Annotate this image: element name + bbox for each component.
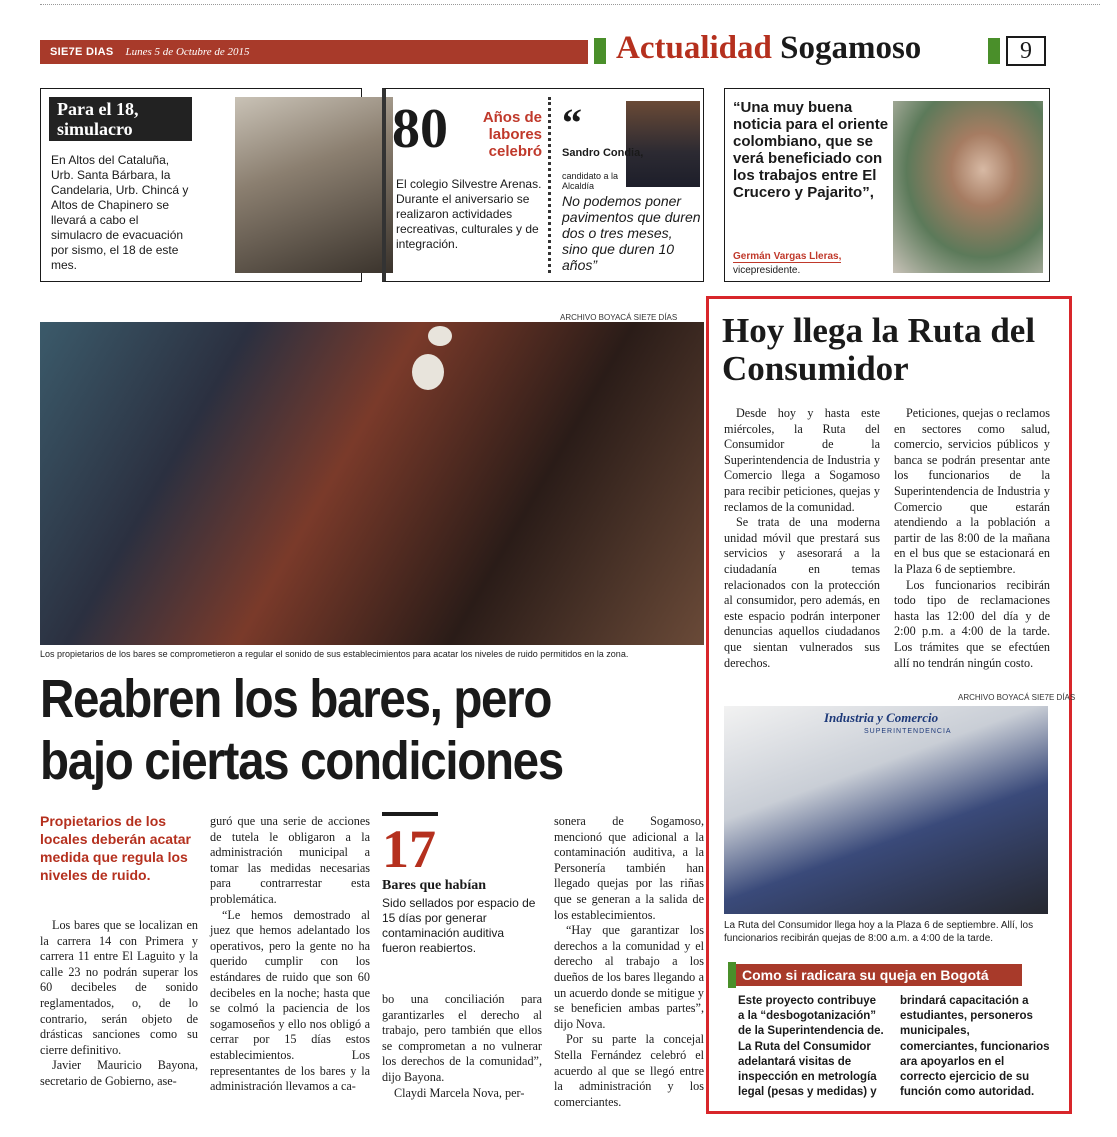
side-photo-credit: ARCHIVO BOYACÁ SIE7E DÍAS xyxy=(958,693,1076,702)
photo-sign-sub: SUPERINTENDENCIA xyxy=(864,728,952,735)
sidebar-col-2: brindará capacitación a estudiantes, personeros municipales, comerciantes, funcionarios ara apoyarlos en el correcto ejercicio de su función como autoridad. xyxy=(900,995,1050,1099)
quote-icon: “ xyxy=(562,100,582,145)
consumidor-photo xyxy=(724,706,1048,914)
vargas-quote: “Una muy buena noticia para el oriente colombiano, que se verá beneficiado con los trabajos entre El Crucero y Pajarito”, xyxy=(733,99,889,201)
issue-date: Lunes 5 de Octubre de 2015 xyxy=(125,46,250,58)
simulacro-text: En Altos del Cataluña, Urb. Santa Bárbara, la Candelaria, Urb. Chincá y Altos de Chapinero se llevará a cabo el simulacro de evacuación por sismo, el 18 de este mes. xyxy=(51,153,189,272)
box17-number: 17 xyxy=(382,819,436,879)
paragraph: bo una conciliación para garantizarles el derecho al trabajo, pero también que ellos se comprometan a no vulnerar los derechos de la comunidad”, dijo Bayona. xyxy=(382,992,542,1084)
main-lead: Propietarios de los locales deberán acatar medida que regula los niveles de ruido. xyxy=(40,813,191,883)
quote-author-role: candidato a la Alcaldía xyxy=(562,171,619,191)
simulacro-photo xyxy=(235,97,393,273)
simulacro-box xyxy=(40,88,362,282)
photo-credit: ARCHIVO BOYACÁ SIE7E DÍAS xyxy=(560,313,678,322)
paragraph: Claydi Marcela Nova, per- xyxy=(394,1085,525,1100)
publication-name: SIE7E DIAS xyxy=(50,46,114,58)
page-number: 9 xyxy=(1006,36,1046,66)
simulacro-title: Para el 18, simulacro xyxy=(49,97,192,141)
box17-title: Bares que habían xyxy=(382,878,486,893)
page-marker xyxy=(988,38,1000,64)
sidebar-title: Como si radicara su queja en Bogotá xyxy=(730,964,1022,986)
side-col-2 xyxy=(894,406,1050,671)
main-col-2 xyxy=(210,814,370,1095)
photo-sign: Industria y Comercio xyxy=(824,710,939,725)
bar-photo-caption: Los propietarios de los bares se comprometieron a regular el sonido de sus establecimientos para acatar los niveles de ruido permitidos en la zona. xyxy=(40,649,629,659)
dotted-divider xyxy=(548,97,551,273)
aniversario-text: El colegio Silvestre Arenas. Durante el aniversario se realizaron actividades recreativas, culturales y de integración. xyxy=(396,177,542,251)
section-marker xyxy=(594,38,606,64)
quote-author: Sandro Condia, xyxy=(562,147,644,159)
paragraph: Desde hoy y hasta este miércoles, la Ruta del Consumidor de la Superintendencia de Industria y Comercio llega a Sogamoso para recibir peticiones, quejas y reclamos de la comunidad. xyxy=(724,406,880,514)
paragraph: guró que una serie de acciones de tutela le obligaron a la administración municipal a tomar las medidas necesarias para contrarrestar esta problemática. xyxy=(210,814,370,906)
header-bar xyxy=(40,40,588,64)
condia-photo xyxy=(626,101,700,187)
main-headline: Reabren los bares, pero bajo ciertas condiciones xyxy=(40,669,563,791)
paragraph: Los bares que se localizan en la carrera 14 con Primera y carrera 11 entre El Laguito y la calle 23 no podrán superar los 60 decibeles de sonido reglamentados, o, de lo contrario, serán objeto de drásticas sanciones como su cierre definitivo. xyxy=(40,918,198,1057)
years-number: 80 xyxy=(392,98,448,160)
section-title: Actualidad Sogamoso xyxy=(616,30,922,66)
box17-text: Sido sellados por espacio de 15 días por generar contaminación auditiva fueron reabiertos. xyxy=(382,896,536,955)
vargas-role: vicepresidente. xyxy=(733,265,801,276)
aniversario-box xyxy=(382,88,704,282)
main-col-3 xyxy=(382,992,542,1101)
paragraph: Los funcionarios recibirán todo tipo de reclamaciones hasta las 12:00 del día y de 2:00 p.m. a 4:00 de la tarde. Los trámites que se efectúen allí no tendrán ningún costo. xyxy=(894,577,1050,670)
side-col-1 xyxy=(724,406,880,671)
years-subtitle: Años de labores celebró xyxy=(482,109,542,160)
balloon-icon xyxy=(428,326,452,346)
vargas-photo xyxy=(893,101,1043,273)
paragraph: Peticiones, quejas o reclamos en sectores como salud, comercio, servicios públicos y banca se podrán presentar ante los funcionarios de la Superintendencia de Industria y Comercio que estarán atendiendo a la población a partir de las 8:00 de la mañana en el bus que se estacionará en la Plaza 6 de septiembre. xyxy=(894,406,1050,576)
paragraph: sonera de Sogamoso, mencionó que adicional a la contaminación auditiva, a la Personería también han llegado quejas por las riñas que se generan a la salida de los establecimientos. xyxy=(554,814,704,922)
sidebar-col-1: Este proyecto contribuye a la “desbogotanización” de la Superintendencia de. La Ruta del Consumidor adelantará visitas de inspección en metrología legal (pesas y medidas) y xyxy=(738,995,884,1099)
sidebar-marker xyxy=(728,962,736,988)
consumidor-caption: La Ruta del Consumidor llega hoy a la Plaza 6 de septiembre. Allí, los funcionarios recibirán quejas de 8:00 a.m. a 4:00 de la tarde. xyxy=(724,920,1034,944)
box17-rule xyxy=(382,812,438,816)
vargas-box xyxy=(724,88,1050,282)
paragraph: “Hay que garantizar los derechos a la comunidad y el derecho al trabajo a los dueños de los bares llegando a un acuerdo donde se mitigue y se beneficien ambas partes”, dijo Nova. xyxy=(554,923,704,1031)
paragraph: “Le hemos demostrado al juez que hemos adelantado los operativos, pero la gente no ha querido cumplir con los estándares de ruido que son 60 decibeles en la noche; hasta que se colmó la paciencia de los sogamoseños y ello nos obligó a cerrar por 15 días estos establecimientos. Los representantes de los bares y la administración llevamos a ca- xyxy=(210,907,370,1094)
vargas-name: Germán Vargas Lleras, xyxy=(733,251,842,262)
condia-quote: No podemos poner pavimentos que duren dos o tres meses, sino que duren 10 años” xyxy=(562,193,701,273)
paragraph: Se trata de una moderna unidad móvil que prestará sus servicios y asesorará a la ciudadanía en temas relacionados con la protección al consumidor, pero además, en este espacio podrán interponer denuncias aquellos ciudadanos que sientan vulnerados sus derechos. xyxy=(724,515,880,670)
bar-photo xyxy=(40,322,704,645)
main-col-4 xyxy=(554,814,704,1110)
main-col-1 xyxy=(40,918,198,1090)
balloon-icon xyxy=(412,354,444,390)
side-headline: Hoy llega la Ruta del Consumidor xyxy=(722,311,1036,388)
paragraph: Por su parte la concejal Stella Fernández celebró el acuerdo al que se llegó entre la administración y los comerciantes. xyxy=(554,1032,704,1109)
top-rule xyxy=(40,4,1100,5)
paragraph: Javier Mauricio Bayona, secretario de Gobierno, ase- xyxy=(40,1058,198,1088)
